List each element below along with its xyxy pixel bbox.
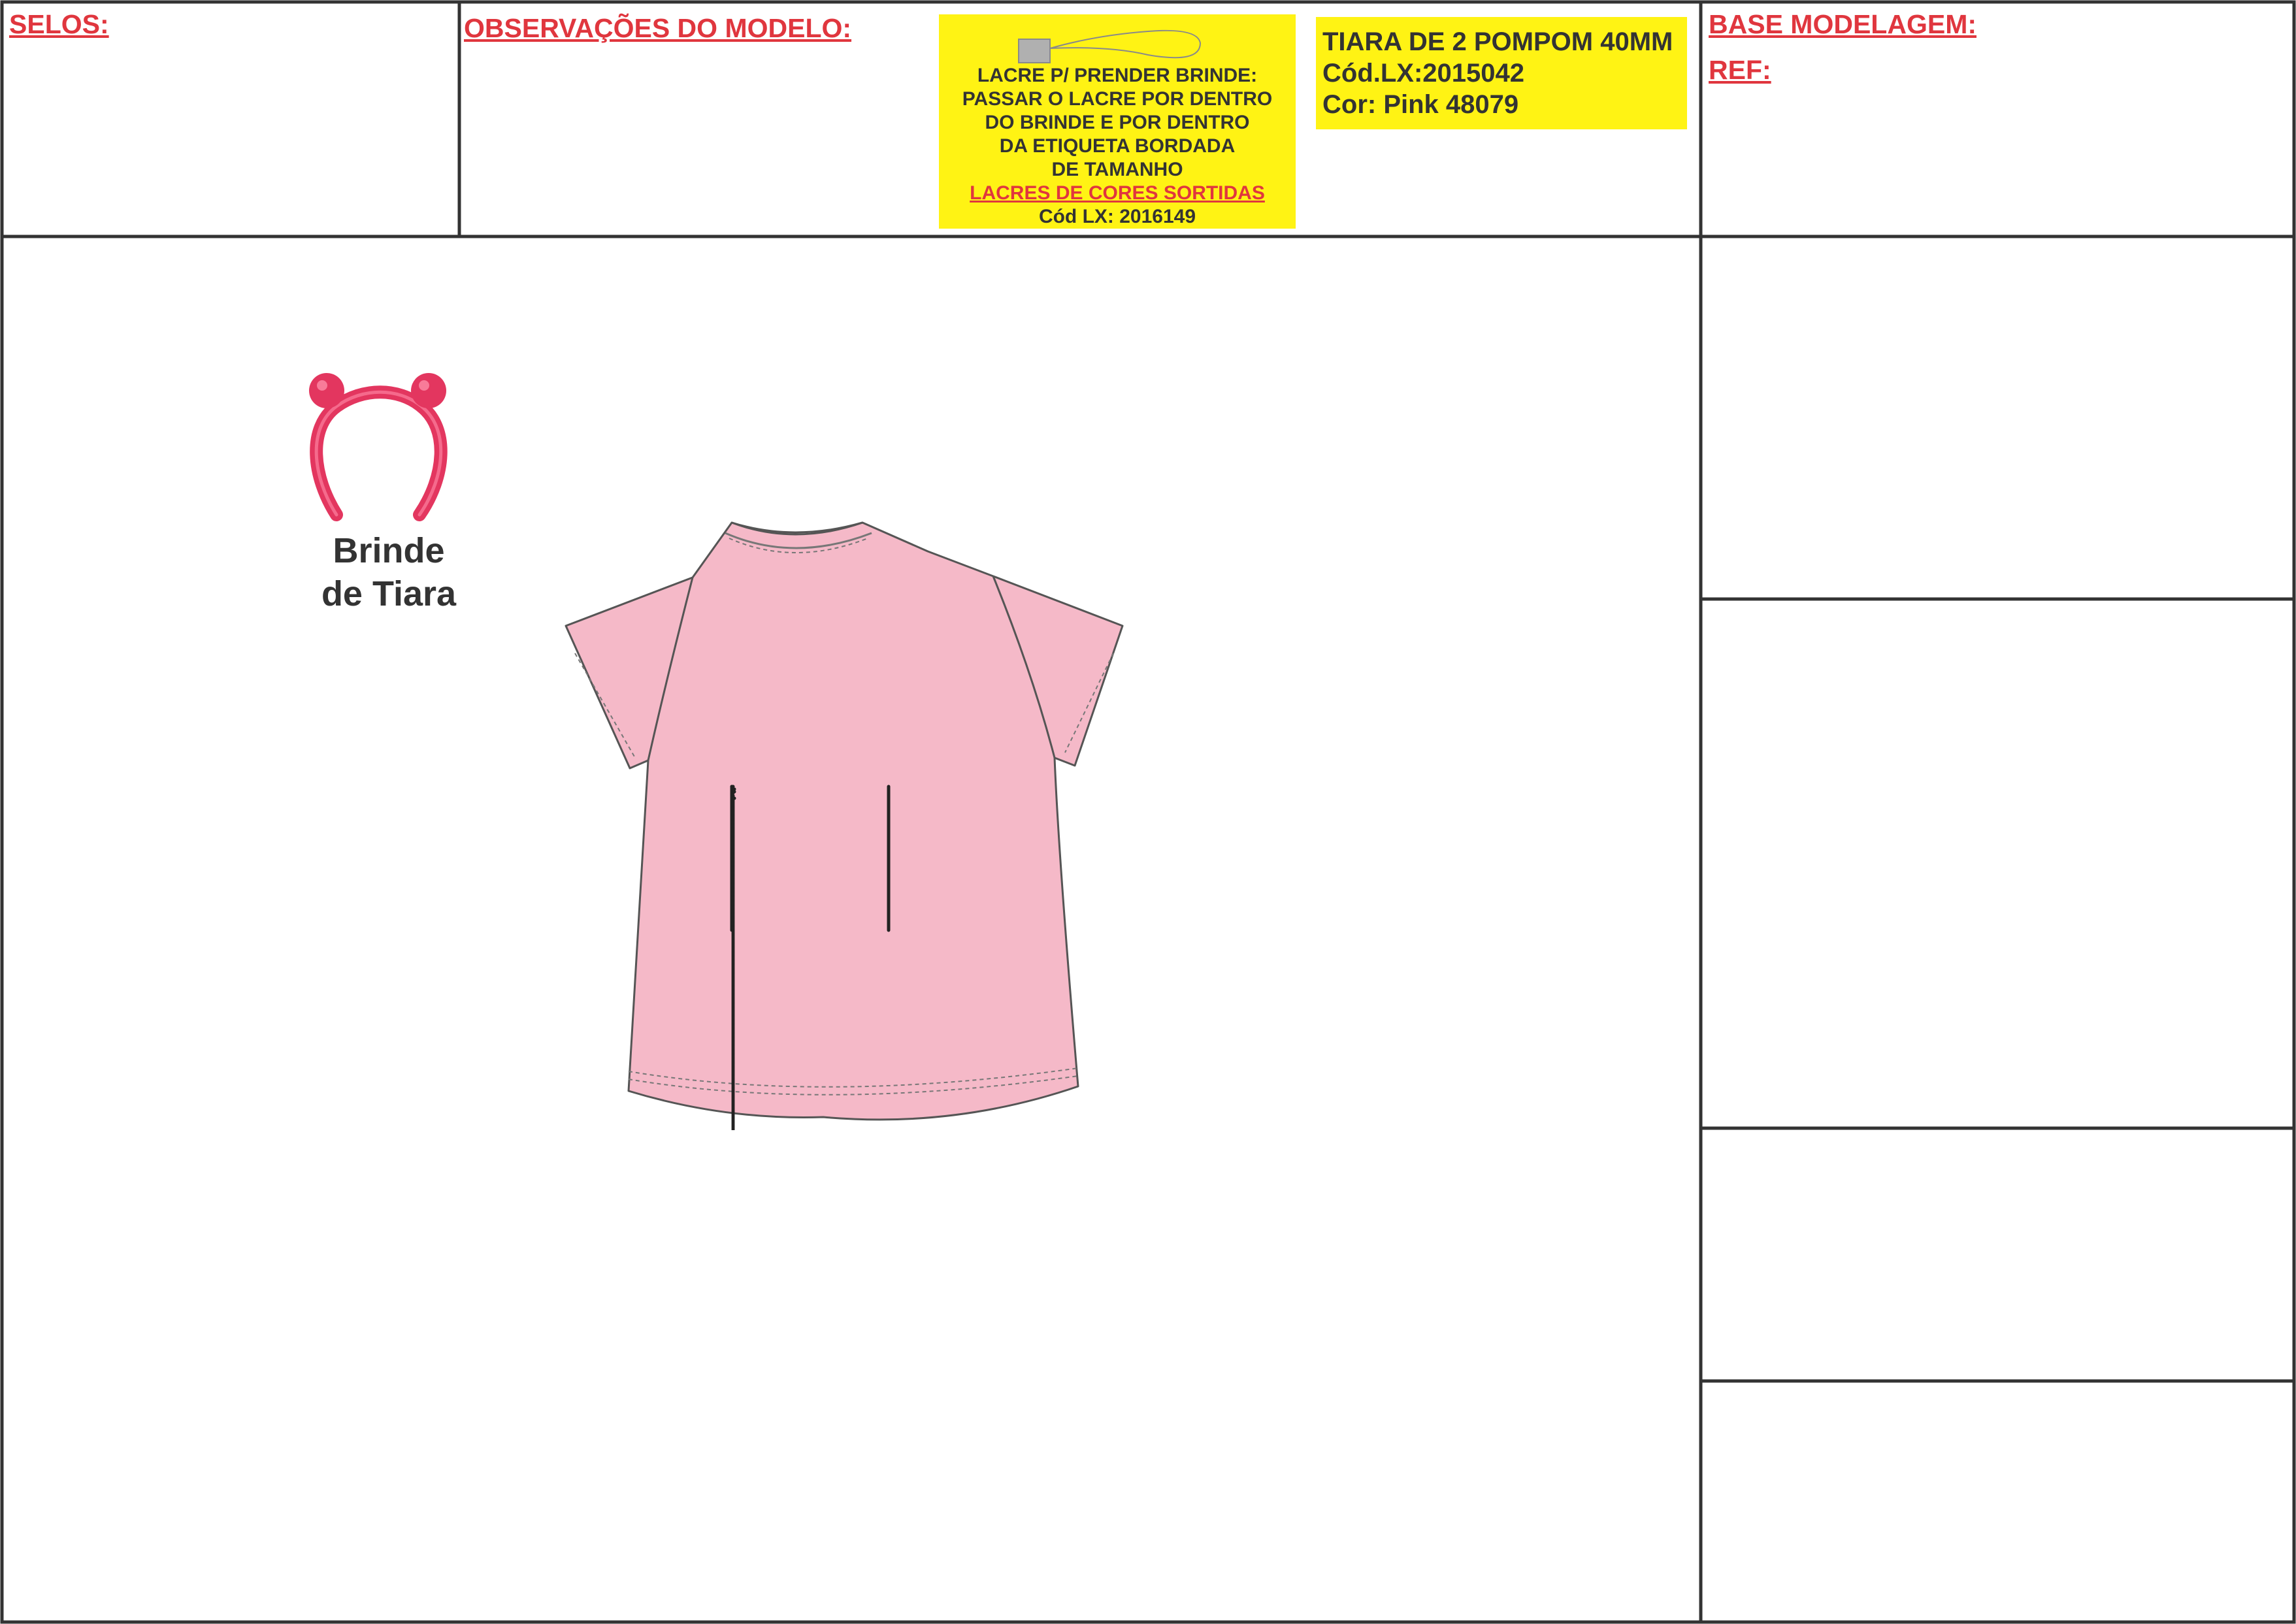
brinde-line-1: Brinde (333, 531, 445, 570)
lacre-line-1: LACRE P/ PRENDER BRINDE: (977, 65, 1258, 86)
lacre-line-3: DO BRINDE E POR DENTRO (985, 112, 1250, 133)
lacre-line-2: PASSAR O LACRE POR DENTRO (962, 88, 1273, 110)
observacoes-header: OBSERVAÇÕES DO MODELO: (464, 13, 852, 43)
lacre-line-5: DE TAMANHO (1051, 159, 1183, 180)
brinde-label (274, 529, 503, 615)
lacre-line-4: DA ETIQUETA BORDADA (999, 135, 1236, 157)
tiara-note-line-2: Cód.LX:2015042 (1322, 59, 1525, 88)
lacre-code: Cód LX: 2016149 (1038, 206, 1196, 227)
selos-header: SELOS: (9, 9, 109, 39)
tiara-note-line-1: TIARA DE 2 POMPOM 40MM (1322, 27, 1673, 56)
ref-header: REF: (1709, 55, 1771, 85)
tshirt-illustration (562, 516, 1130, 1130)
tiara-note (1316, 17, 1687, 129)
brinde-line-2: de Tiara (321, 574, 457, 613)
tiara-note-line-3: Cor: Pink 48079 (1322, 90, 1519, 119)
lacre-highlight: LACRES DE CORES SORTIDAS (970, 182, 1265, 204)
lacre-note (939, 14, 1296, 229)
base-modelagem-header: BASE MODELAGEM: (1709, 9, 1976, 39)
tiara-headband-illustration (301, 366, 457, 529)
